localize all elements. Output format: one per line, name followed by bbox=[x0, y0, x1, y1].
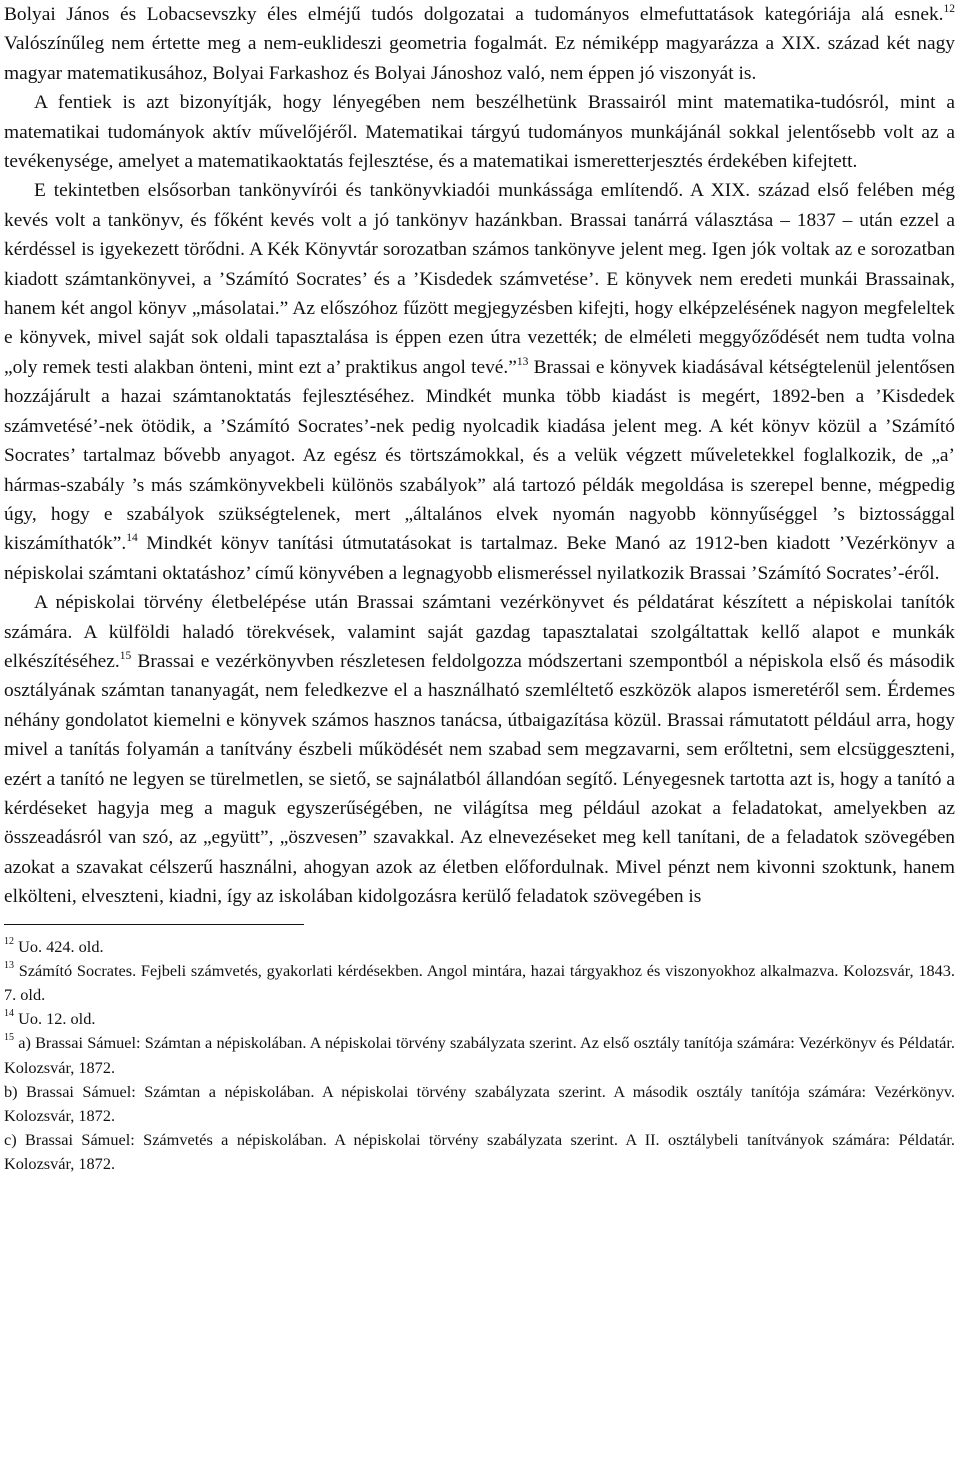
paragraph bbox=[4, 88, 955, 176]
footnote bbox=[4, 959, 955, 1007]
text-run: A népiskolai törvény életbelépése után Brassai számtani vezérkönyvet és példatárat készített a népiskolai tanítók számára. A külföldi haladó törekvések, valamint saját gazdag tapasztalatai szolgáltattak kellő alapot e munkák elkészítéséhez. bbox=[4, 592, 955, 672]
text-run: E tekintetben elsősorban tankönyvírói és tankönyvkiadói munkássága említendő. A XIX. század első felében még kevés volt a tankönyv, és főként kevés volt a jó tankönyv hazánkban. Brassai tanárrá választása – 1837 – után ezzel a kérdéssel is igyekezett törődni. A Kék Könyvtár sorozatban számos tankönyve jelent meg. Igen jók voltak az e sorozatban kiadott számtankönyvei, a ’Számító Socrates’ és a ’Kisdedek számvetése’. E könyvek nem eredeti munkái Brassainak, hanem két angol könyv „másolatai.” Az előszóhoz fűzött megjegyzésben kifejti, hogy elképzelésének nagyon megfeleltek e könyvek, mivel saját sok oldali tapasztalása is éppen ezen útra vezették; de elméleti meggyőződését nem tudta volna „oly remek testi alakban önteni, mint ezt a’ praktikus angol tevé.” bbox=[4, 180, 955, 378]
paragraph bbox=[4, 0, 955, 88]
footnote-separator bbox=[4, 924, 304, 925]
footnote-ref: 14 bbox=[126, 532, 138, 545]
footnote bbox=[4, 1007, 955, 1031]
footnote-number: 13 bbox=[4, 959, 14, 971]
text-run: Mindkét könyv tanítási útmutatásokat is tartalmaz. Beke Manó az 1912-ben kiadott ’Vezérkönyv a népiskolai számtani oktatáshoz’ című könyvében a legnagyobb elismeréssel nyilatkozik Brassai ’Számító Socrates’-éről. bbox=[4, 533, 955, 584]
paragraph bbox=[4, 176, 955, 588]
footnote-text: Uo. 12. old. bbox=[14, 1009, 96, 1029]
body-text bbox=[4, 0, 955, 912]
footnote-text: a) Brassai Sámuel: Számtan a népiskolában. A népiskolai törvény szabályzata szerint. Az első osztály tanítója számára: Vezérkönyv és Példatár. Kolozsvár, 1872. bbox=[4, 1033, 955, 1077]
footnote-text: Számító Socrates. Fejbeli számvetés, gyakorlati kérdésekben. Angol mintára, hazai tárgyakhoz és viszonyokhoz alkalmazva. Kolozsvár, 1843. 7. old. bbox=[4, 960, 955, 1004]
text-run: Brassai e vezérkönyvben részletesen feldolgozza módszertani szempontból a népiskola első és második osztályának számtan tananyagát, nem feledkezve el a használható szemléltető eszközök alapos ismeretéről sem. Érdemes néhány gondolatot kiemelni e könyvek számos hasznos tanácsa, útbaigazítása közül. Brassai rámutatott például arra, hogy mivel a tanítás folyamán a tanítvány észbeli működését nem szabad sem megzavarni, sem erőltetni, sem elcsüggeszteni, ezért a tanító ne legyen se türelmetlen, se siető, se sajnálatból állandóan segítő. Lényegesnek tartotta azt is, hogy a tanító a kérdéseket hagyja meg a maguk egyszerűségében, ne világítsa meg például azokat a feladatokat, amelyekben az összeadásról van szó, az „együtt”, „öszvesen” szavakkal. Az elnevezéseket meg kell tanítani, de a feladatok szövegében azokat a szavakat célszerű használni, ahogyan azok az életben előfordulnak. Mivel pénzt nem kivonni szoktunk, hanem elkölteni, elveszteni, kiadni, így az iskolában kidolgozásra kerülő feladatok szövegében is bbox=[4, 650, 955, 908]
footnote bbox=[4, 1031, 955, 1079]
footnote-text: b) Brassai Sámuel: Számtan a népiskolában. A népiskolai törvény szabályzata szerint. A második osztály tanítója számára: Vezérkönyv. Kolozsvár, 1872. bbox=[4, 1081, 955, 1126]
text-run: Valószínűleg nem értette meg a nem-euklideszi geometria fogalmát. Ez némiképp magyarázza a XIX. század két nagy magyar matematikusához, Bolyai Farkashoz és Bolyai Jánoshoz való, nem éppen jó viszonyát is. bbox=[4, 33, 955, 84]
paragraph bbox=[4, 588, 955, 911]
text-run: A fentiek is azt bizonyítják, hogy lényegében nem beszélhetünk Brassairól mint matematika-tudósról, mint a matematikai tudományok aktív művelőjéről. Matematikai tárgyú tudományos munkájánál sokkal jelentősebb volt az a tevékenysége, amelyet a matematikaoktatás fejlesztése, és a matematikai ismeretterjesztés érdekében kifejtett. bbox=[4, 92, 955, 173]
footnotes bbox=[4, 935, 955, 1177]
footnote-number: 12 bbox=[4, 935, 14, 947]
text-run: Bolyai János és Lobacsevszky éles elméjű tudós dolgozatai a tudományos elmefuttatások kategóriája alá esnek. bbox=[4, 4, 944, 25]
footnote-ref: 13 bbox=[516, 355, 529, 368]
footnote bbox=[4, 935, 955, 959]
footnote-ref: 15 bbox=[119, 649, 132, 662]
footnote-text: c) Brassai Sámuel: Számvetés a népiskolában. A népiskolai törvény szabályzata szerint. A II. osztálybeli tanítványok számára: Példatár. Kolozsvár, 1872. bbox=[4, 1130, 955, 1174]
footnote-text: Uo. 424. old. bbox=[14, 936, 104, 956]
footnote-ref: 12 bbox=[943, 3, 955, 15]
footnote bbox=[4, 1080, 955, 1128]
footnote bbox=[4, 1128, 955, 1176]
footnote-number: 14 bbox=[4, 1008, 14, 1020]
footnote-number: 15 bbox=[4, 1032, 14, 1044]
text-run: Brassai e könyvek kiadásával kétségtelenül jelentősen hozzájárult a hazai számtanoktatás fejlesztéséhez. Mindkét munka több kiadást is megért, 1892-ben a ’Kisdedek számvetésé’-nek ötödik, a ’Számító Socrates’-nek pedig nyolcadik kiadása jelent meg. A két könyv közül a ’Számító Socrates’ tartalmaz bővebb anyagot. Az egész és törtszámokkal, és a velük végzett műveletekkel foglalkozik, de „a’ hármas-szabály ’s más számkönyvekbeli különös szabályok” alá tartozó példák megoldása is szerepel benne, mégpedig úgy, hogy e szabályok szükségtelenek, mert „általános elvek nyomán nagyobb könnyűséggel ’s biztossággal kiszámíthatók”. bbox=[4, 356, 955, 555]
